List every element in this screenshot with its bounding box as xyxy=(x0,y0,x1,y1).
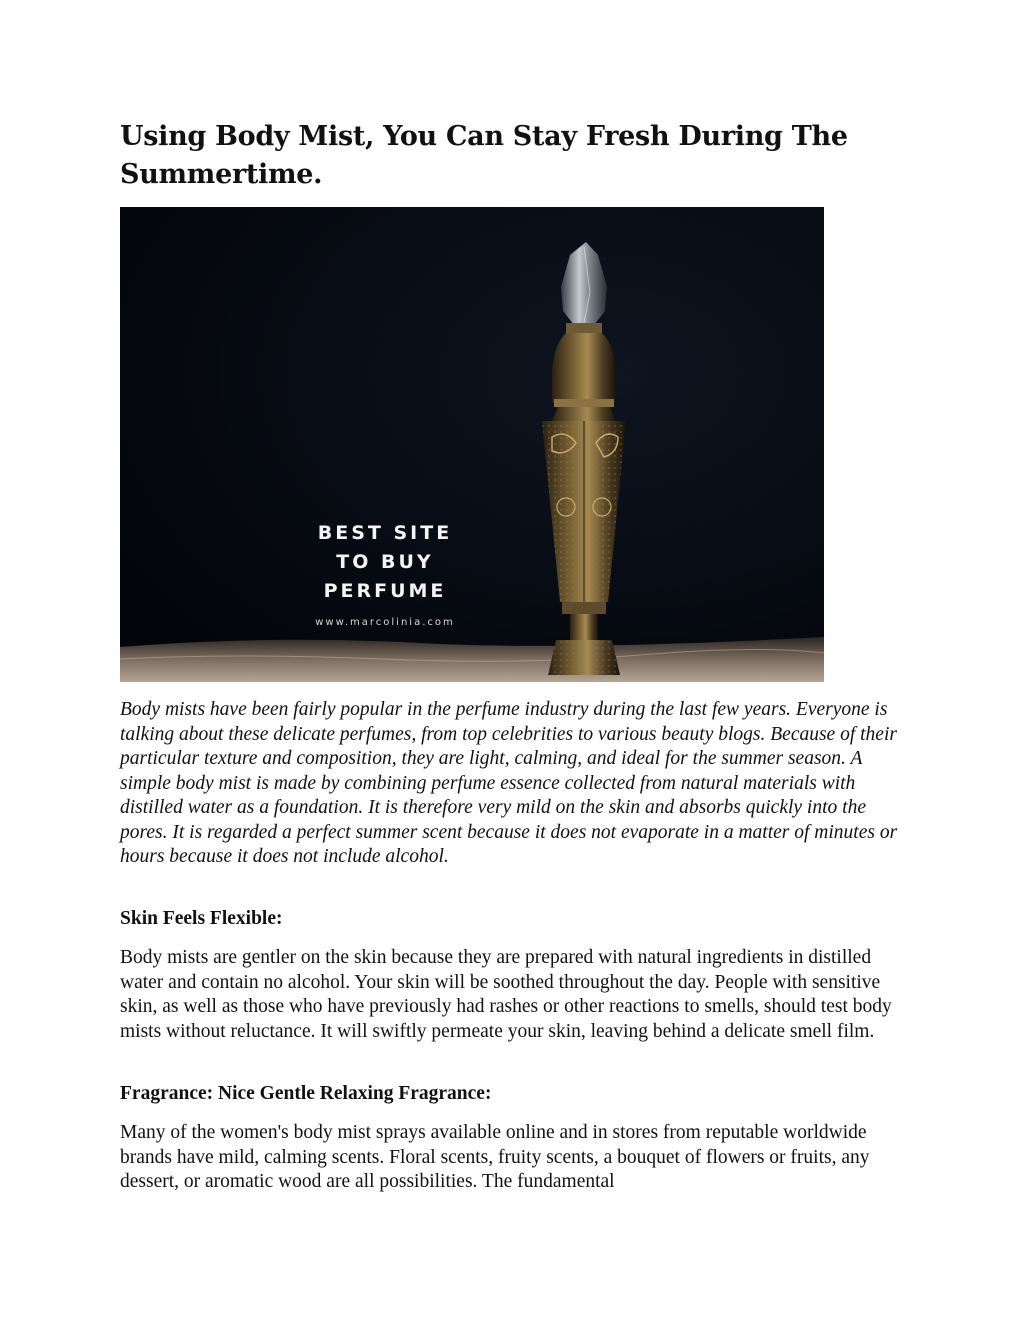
article-title: Using Body Mist, You Can Stay Fresh During The Summertime. xyxy=(120,121,848,190)
hero-image xyxy=(120,207,824,682)
hero-headline-line-2: TO BUY xyxy=(336,551,434,573)
perfume-bottle-illustration xyxy=(120,207,824,682)
hero-url: www.marcolinia.com xyxy=(315,617,455,628)
hero-headline xyxy=(290,519,480,606)
hero-headline-line-1: BEST SITE xyxy=(317,522,453,544)
section-heading-skin: Skin Feels Flexible: xyxy=(120,908,283,929)
section-paragraph-skin: Body mists are gentler on the skin because they are prepared with natural ingredients in distilled water and contain no alcohol. Your skin will be soothed throughout the day. People with sensitive skin, as well as those who have previously had rashes or other reactions to smells, should test body mists without reluctance. It will swiftly permeate your skin, leaving behind a delicate smell film. xyxy=(120,947,892,1042)
hero-headline-line-3: PERFUME xyxy=(323,580,447,602)
section-heading-fragrance: Fragrance: Nice Gentle Relaxing Fragrance: xyxy=(120,1083,492,1104)
intro-paragraph: Body mists have been fairly popular in the perfume industry during the last few years. Everyone is talking about these delicate perfumes, from top celebrities to various beauty blogs. Because of their particular texture and composition, they are light, calming, and ideal for the summer season. A simple body mist is made by combining perfume essence collected from natural materials with distilled water as a foundation. It is therefore very mild on the skin and absorbs quickly into the pores. It is regarded a perfect summer scent because it does not evaporate in a matter of minutes or hours because it does not include alcohol. xyxy=(120,699,898,867)
section-paragraph-fragrance: Many of the women's body mist sprays available online and in stores from reputable worldwide brands have mild, calming scents. Floral scents, fruity scents, a bouquet of flowers or fruits, any dessert, or aromatic wood are all possibilities. The fundamental xyxy=(120,1122,870,1192)
